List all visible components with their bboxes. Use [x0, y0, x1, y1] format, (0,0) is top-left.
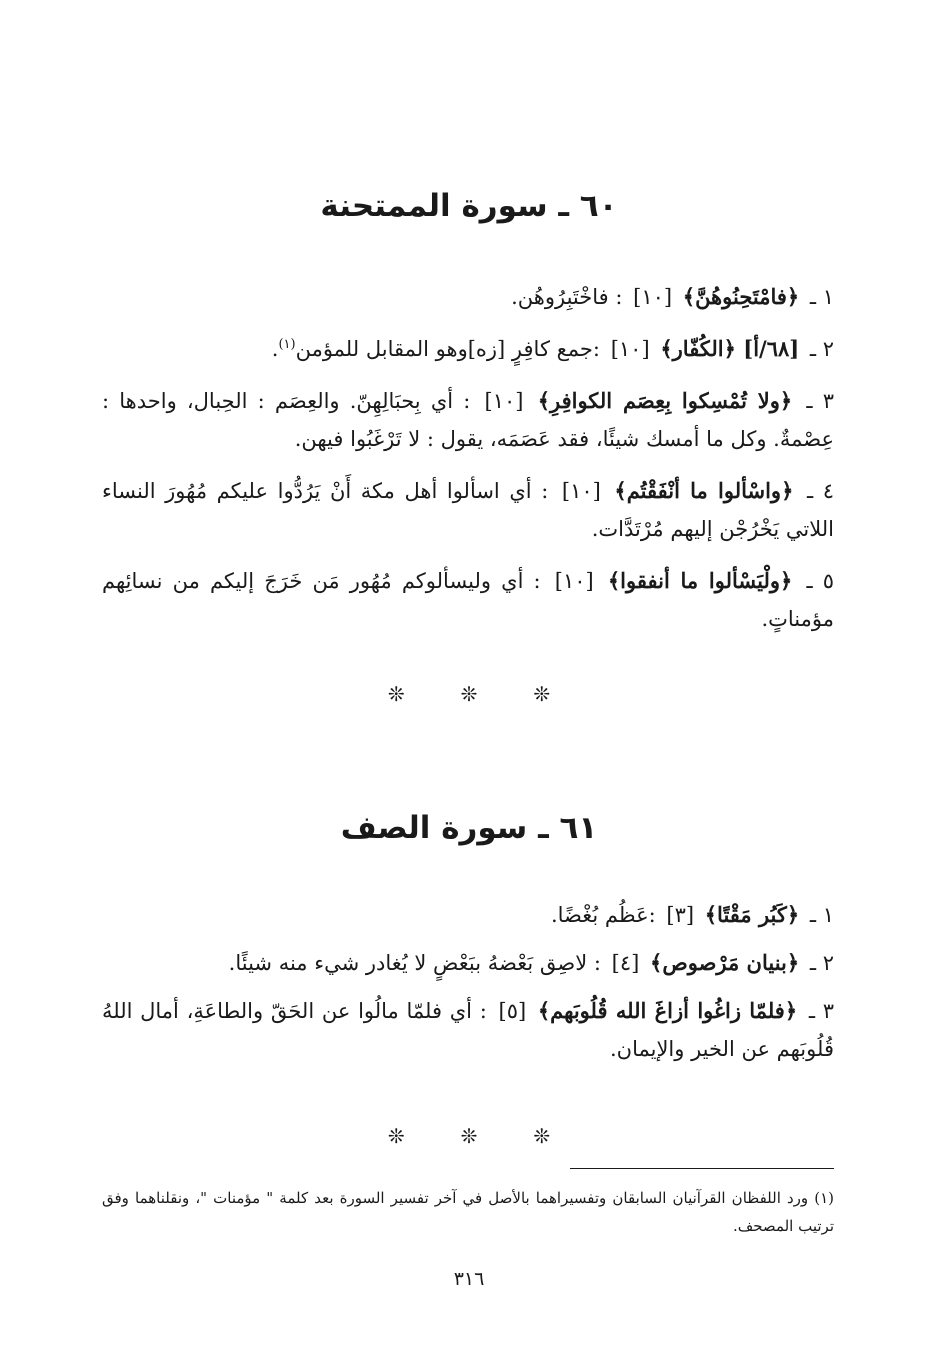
- entry-list-mumtahana: [102, 278, 834, 652]
- asterism-icon: ❊: [387, 1124, 405, 1148]
- entry-end-mark: .: [271, 337, 279, 361]
- quran-phrase: ﴿بنيان مَرْصوص﴾: [650, 950, 800, 975]
- entry-number: ٢ ـ: [809, 951, 834, 975]
- asterism-icon: ❊: [460, 1124, 478, 1148]
- entry-gloss: : أي فلمّا مالُوا عن الحَقّ والطاعَةِ، أمال اللهُ قُلُوبَهم عن الخير والإيمان.: [102, 999, 834, 1061]
- quran-phrase: ﴿ولْيَسْألوا ما أنفقوا﴾: [607, 568, 793, 593]
- verse-reference: [٥]: [498, 999, 527, 1023]
- asterism-icon: ❊: [460, 682, 478, 706]
- entry-gloss: : فاخْتَبِرُوهُن.: [511, 285, 623, 309]
- verse-reference: [١٠]: [554, 569, 594, 593]
- quran-phrase: ﴿كَبُر مَقْتًا﴾: [704, 902, 800, 927]
- asterism-icon: ❊: [533, 1124, 551, 1148]
- verse-reference: [١٠]: [633, 285, 673, 309]
- footnote-divider: [570, 1168, 834, 1169]
- list-item: [102, 944, 834, 982]
- entry-gloss: : أي بِحبَالِهِنّ. والعِصَم : الحِبال، واحدها : عِصْمةٌ. وكل ما أمسك شيئًا، فقد عَصَمَه، يقول : لا تَرْغَبُوا فيهن.: [102, 389, 834, 451]
- list-item: [102, 992, 834, 1068]
- list-item: [102, 278, 834, 316]
- section-title-saff: ٦١ ـ سورة الصف: [340, 810, 598, 846]
- entry-gloss: : لاصِق بَعْضهُ ببَعْضٍ لا يُغادر شيء منه شيئًا.: [228, 951, 601, 975]
- asterism-icon: ❊: [533, 682, 551, 706]
- list-item: [102, 562, 834, 638]
- quran-phrase: ﴿ولا تُمْسِكوا بِعِصَم الكوافِرِ﴾: [537, 388, 793, 413]
- entry-number: ٥ ـ: [806, 569, 835, 593]
- quran-phrase: ﴿واسْألوا ما أنْفَقْتُم﴾: [614, 478, 794, 503]
- list-item: [102, 330, 834, 368]
- verse-reference: [٣]: [666, 903, 695, 927]
- entry-number: ١ ـ: [809, 903, 834, 927]
- entry-number: ١ ـ: [809, 285, 834, 309]
- verse-reference: [١٠]: [484, 389, 524, 413]
- section-separator: [0, 1124, 938, 1148]
- list-item: [102, 896, 834, 934]
- footnote-reference[interactable]: (١): [278, 337, 296, 352]
- quran-phrase: ﴿فامْتَحِنُوهُنَّ﴾: [682, 284, 800, 309]
- entry-gloss: : أي وليسألوكم مُهُور مَن خَرَجَ إليكم من نسائِهم مؤمناتٍ.: [102, 569, 834, 631]
- entry-number: ٢ ـ: [809, 337, 834, 361]
- page-number: ٣١٦: [453, 1268, 485, 1290]
- list-item: [102, 382, 834, 458]
- footnote-text: (١) ورد اللفظان القرآنيان السابقان وتفسيراهما بالأصل في آخر تفسير السورة بعد كلمة " مؤمنات "، ونقلناهما وفق ترتيب المصحف.: [102, 1189, 834, 1235]
- verse-reference: [١٠]: [610, 337, 650, 361]
- asterism-icon: ❊: [387, 682, 405, 706]
- verse-reference: [١٠]: [561, 479, 601, 503]
- entry-number: ٤ ـ: [806, 479, 834, 503]
- entry-gloss: : أي اسألوا أهل مكة أَنْ يَرُدُّوا عليكم مُهُورَ النساء اللاتي يَخْرُجْن إليهم مُرْتَدَّات.: [102, 479, 834, 541]
- entry-gloss: :جمع كافِرٍ [زه]وهو المقابل للمؤمن: [295, 337, 600, 361]
- list-item: [102, 472, 834, 548]
- quran-phrase: [٦٨/أ] ﴿الكُفّار﴾: [660, 336, 800, 361]
- section-separator: [0, 682, 938, 706]
- entry-gloss: :عَظُم بُغْضًا.: [550, 903, 656, 927]
- section-title-mumtahana: ٦٠ ـ سورة الممتحنة: [320, 188, 618, 224]
- entry-number: ٣ ـ: [808, 999, 834, 1023]
- quran-phrase: ﴿فلمّا زاغُوا أزاغَ الله قُلُوبَهم﴾: [537, 998, 798, 1023]
- entry-number: ٣ ـ: [806, 389, 834, 413]
- entry-list-saff: [102, 896, 834, 1078]
- verse-reference: [٤]: [611, 951, 640, 975]
